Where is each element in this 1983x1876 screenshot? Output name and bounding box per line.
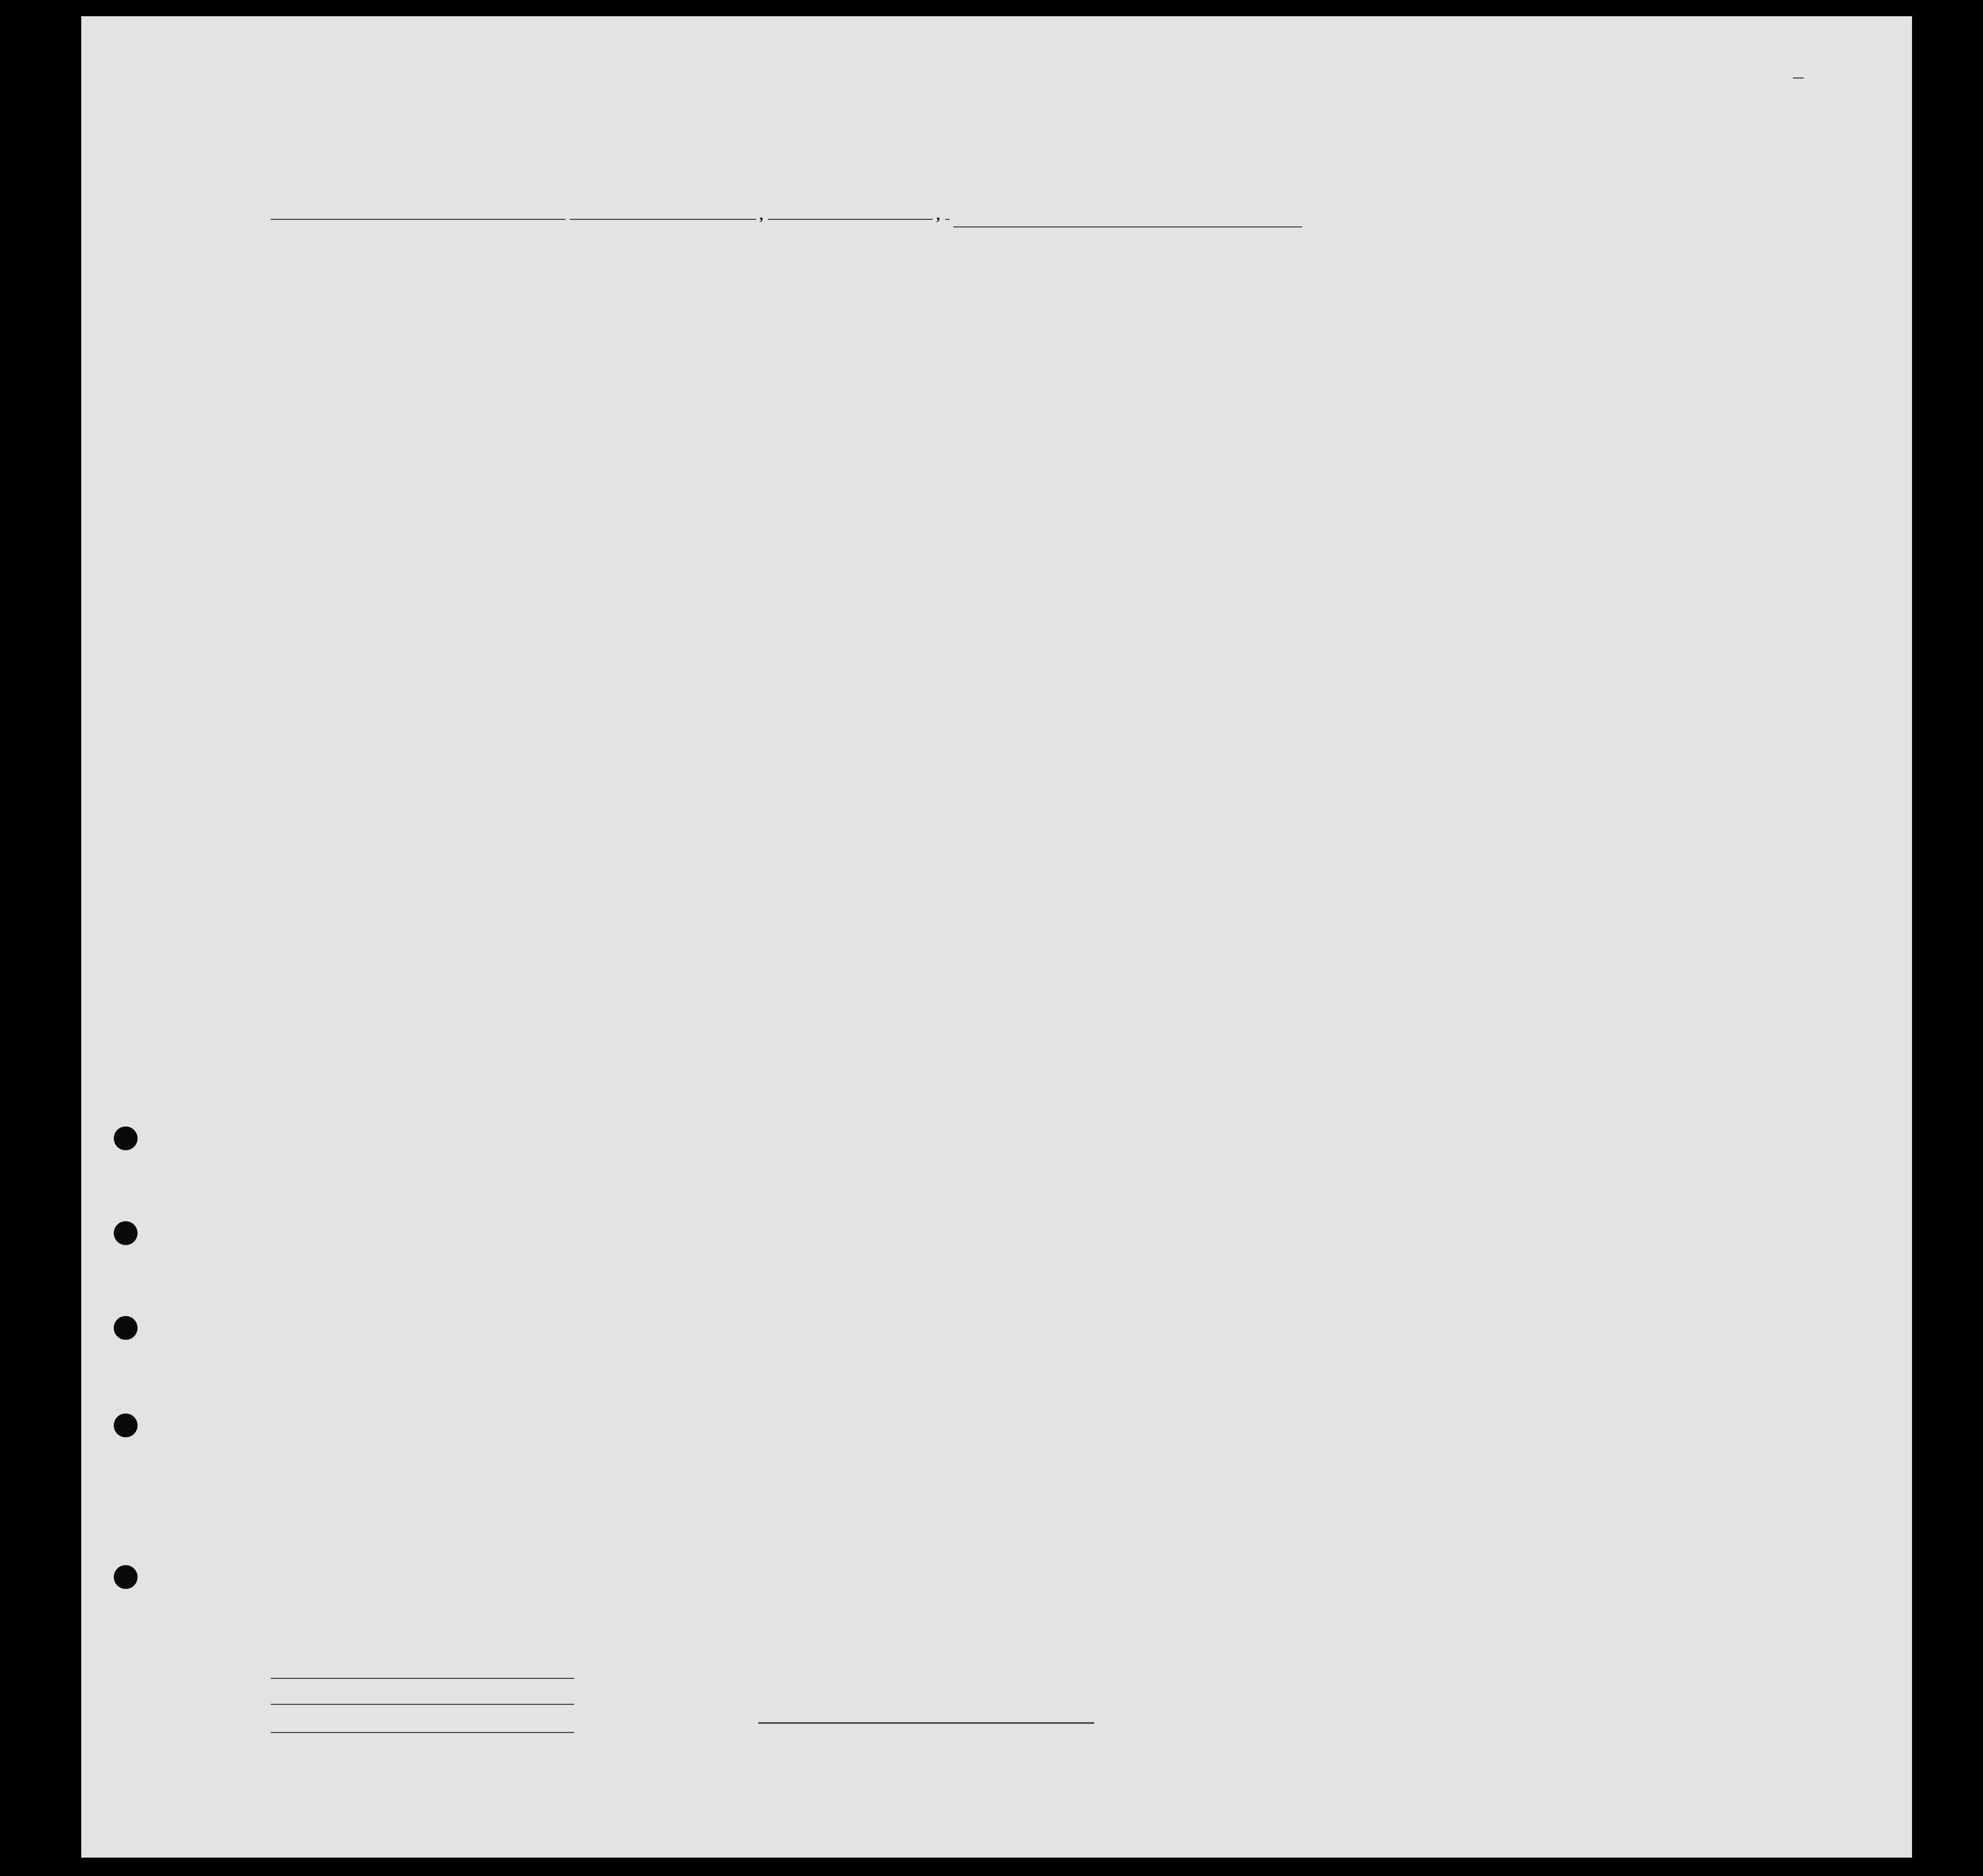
manifest-grid (81, 16, 1912, 1858)
vessel-line: , , (271, 195, 1302, 227)
punch-hole (114, 1413, 138, 1437)
manifest-sheet (81, 16, 1912, 1858)
inspector-signature-line (758, 1722, 1094, 1724)
local-agents-value (271, 1732, 574, 1733)
punch-hole (114, 1221, 138, 1245)
owners-value (271, 1704, 574, 1705)
punch-hole (114, 1126, 138, 1150)
punch-hole (114, 1316, 138, 1340)
line-value (271, 1678, 574, 1679)
punch-hole (114, 1565, 138, 1589)
